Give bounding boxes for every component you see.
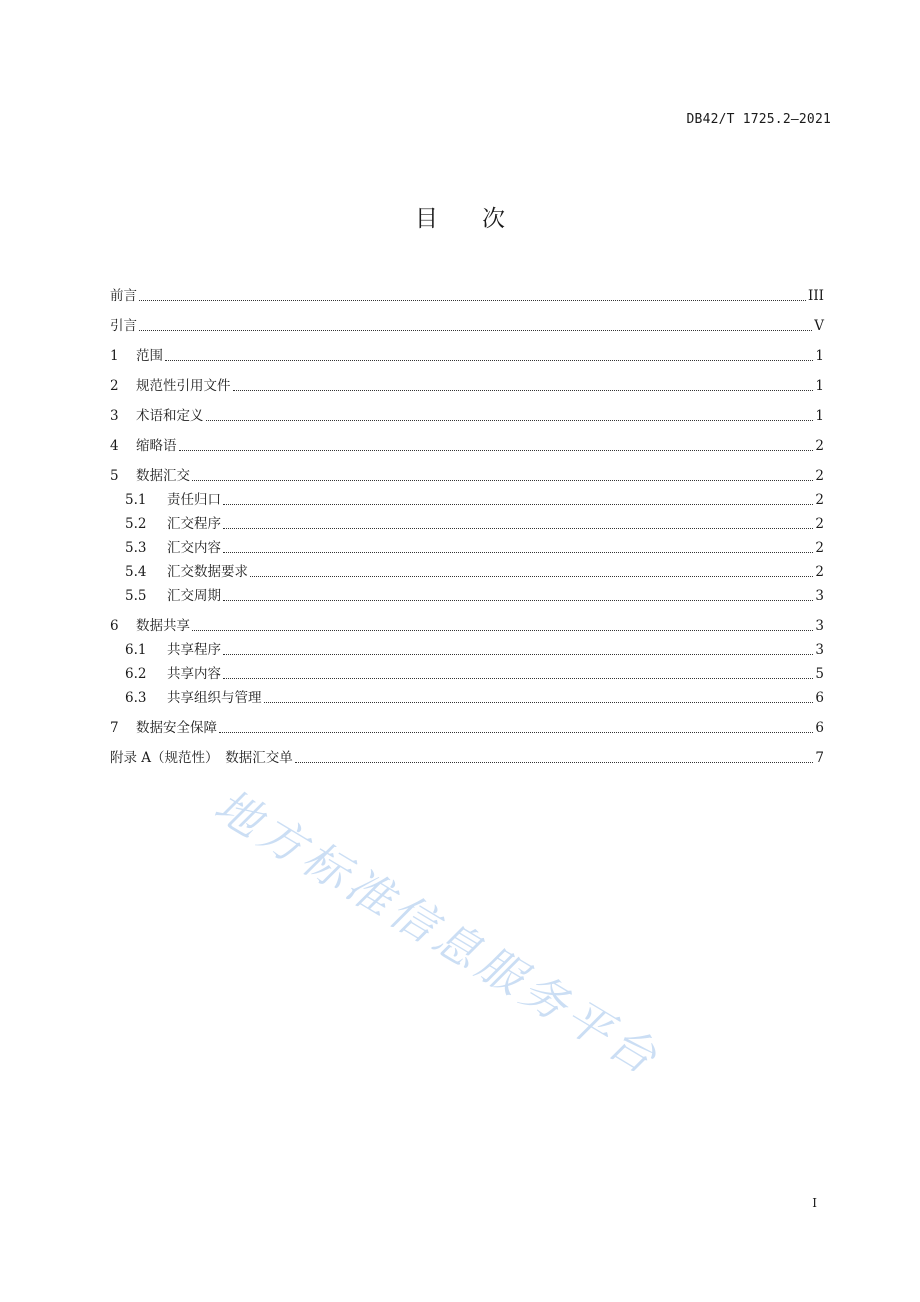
toc-entry[interactable] (110, 456, 824, 486)
toc-entry-number: 5.5 (125, 588, 147, 604)
toc-entry-label: 术语和定义 (136, 408, 204, 424)
standard-code: DB42/T 1725.2—2021 (686, 112, 831, 127)
toc-entry-page: 7 (815, 750, 824, 766)
toc-leader-dots (223, 503, 813, 505)
toc-entry-page: 1 (815, 408, 824, 424)
toc-entry-label: 数据安全保障 (136, 720, 217, 736)
toc-entry-number: 6 (110, 618, 119, 634)
page-number: I (812, 1196, 817, 1210)
toc-entry[interactable] (110, 306, 824, 336)
toc-entry-label: 前言 (110, 288, 137, 304)
toc-entry[interactable] (110, 606, 824, 636)
toc-leader-dots (264, 701, 814, 703)
toc-entry-number: 5.2 (125, 516, 147, 532)
toc-entry-page: 1 (815, 378, 824, 394)
toc-entry-page: 5 (815, 666, 824, 682)
toc-leader-dots (192, 629, 813, 631)
toc-leader-dots (219, 731, 813, 733)
toc-entry-label: 共享内容 (167, 666, 221, 682)
toc-leader-dots (192, 479, 813, 481)
toc-entry[interactable] (110, 486, 824, 510)
toc-entry[interactable] (110, 660, 824, 684)
toc-entry[interactable] (110, 582, 824, 606)
page-title: 目次 (415, 206, 549, 232)
toc-entry-page: 2 (815, 516, 824, 532)
toc-entry-page: 2 (815, 540, 824, 556)
toc-entry[interactable] (110, 396, 824, 426)
toc-entry[interactable] (110, 684, 824, 708)
toc-entry-number: 4 (110, 438, 119, 454)
toc-entry[interactable] (110, 636, 824, 660)
toc-entry-label: 数据共享 (136, 618, 190, 634)
toc-leader-dots (223, 527, 813, 529)
toc-entry-number: 5.4 (125, 564, 147, 580)
toc-entry-label: 范围 (136, 348, 163, 364)
toc-entry-number: 6.2 (125, 666, 147, 682)
toc-entry-label: 共享组织与管理 (167, 690, 262, 706)
toc-leader-dots (250, 575, 813, 577)
toc-entry[interactable] (110, 366, 824, 396)
toc-leader-dots (139, 329, 812, 331)
toc-entry-number: 3 (110, 408, 119, 424)
toc-leader-dots (206, 419, 814, 421)
toc-entry-label: 汇交内容 (167, 540, 221, 556)
toc-entry[interactable] (110, 534, 824, 558)
toc-entry-page: 1 (815, 348, 824, 364)
toc-entry-label: 规范性引用文件 (136, 378, 231, 394)
toc-leader-dots (223, 599, 813, 601)
toc-leader-dots (139, 299, 806, 301)
toc-entry-page: 3 (815, 618, 824, 634)
toc-entry-number: 5.3 (125, 540, 147, 556)
toc-entry[interactable] (110, 336, 824, 366)
toc-entry-label: 汇交周期 (167, 588, 221, 604)
toc-entry[interactable] (110, 738, 824, 768)
toc-entry[interactable] (110, 558, 824, 582)
toc-entry-page: V (814, 318, 824, 334)
toc-entry-page: III (808, 288, 824, 304)
toc-entry-label: 汇交数据要求 (167, 564, 248, 580)
toc-leader-dots (223, 653, 813, 655)
toc-entry-page: 2 (815, 438, 824, 454)
toc-leader-dots (165, 359, 813, 361)
toc-entry-number: 7 (110, 720, 119, 736)
toc-entry[interactable] (110, 708, 824, 738)
toc-entry-page: 3 (815, 642, 824, 658)
toc-entry[interactable] (110, 276, 824, 306)
toc-entry-label: 共享程序 (167, 642, 221, 658)
toc-entry-label: 缩略语 (136, 438, 177, 454)
toc-entry-page: 6 (815, 720, 824, 736)
toc-leader-dots (223, 677, 813, 679)
toc-entry-label: 数据汇交 (136, 468, 190, 484)
toc-leader-dots (295, 761, 814, 763)
toc-leader-dots (223, 551, 813, 553)
toc-leader-dots (233, 389, 814, 391)
toc-entry-label: 汇交程序 (167, 516, 221, 532)
toc-entry-page: 2 (815, 468, 824, 484)
toc-entry-number: 5.1 (125, 492, 147, 508)
watermark: 地方标准信息服务平台 (205, 778, 671, 1087)
toc-entry-number: 1 (110, 348, 119, 364)
toc-entry-page: 6 (815, 690, 824, 706)
toc-leader-dots (179, 449, 814, 451)
toc-entry-label: 责任归口 (167, 492, 221, 508)
toc-entry[interactable] (110, 510, 824, 534)
toc-entry-number: 5 (110, 468, 119, 484)
toc-entry-page: 2 (815, 492, 824, 508)
toc-entry-label: 附录 A（规范性） 数据汇交单 (110, 750, 293, 766)
toc-entry-page: 3 (815, 588, 824, 604)
table-of-contents (110, 276, 824, 768)
toc-entry-number: 2 (110, 378, 119, 394)
toc-entry-number: 6.3 (125, 690, 147, 706)
toc-entry-number: 6.1 (125, 642, 147, 658)
toc-entry[interactable] (110, 426, 824, 456)
toc-entry-label: 引言 (110, 318, 137, 334)
toc-entry-page: 2 (815, 564, 824, 580)
